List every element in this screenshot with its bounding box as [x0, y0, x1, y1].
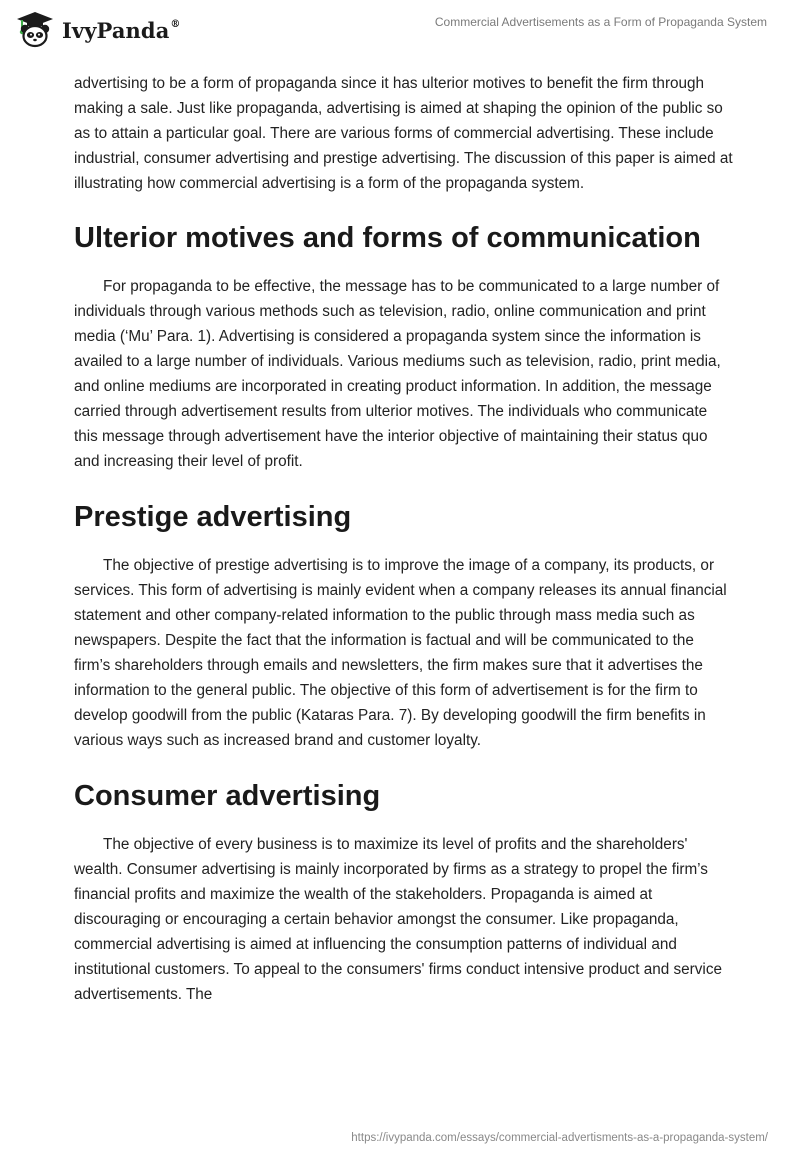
registered-mark: ® — [170, 18, 181, 30]
intro-paragraph: advertising to be a form of propaganda since it has ulterior motives to benefit the firm through making a sale. Just like propaganda, advertising is aimed at shaping the opinion of the public so as to attain a particular goal. There are various forms of commercial advertising. These include industrial, consumer advertising and prestige advertising. The discussion of this paper is aimed at illustrating how commercial advertising is a form of the propaganda system. — [74, 75, 733, 192]
logo-text: IvyPanda® — [62, 17, 181, 43]
section-heading-ulterior-motives: Ulterior motives and forms of communication — [74, 222, 701, 254]
essay-body — [74, 71, 734, 1007]
source-url[interactable]: https://ivypanda.com/essays/commercial-advertisments-as-a-propaganda-system/ — [351, 1132, 768, 1144]
section-paragraph-prestige-advertising: The objective of prestige advertising is to improve the image of a company, its products, or services. This form of advertising is mainly evident when a company releases its annual financial statement and other company-related information to the public through mass media such as newspapers. Despite the fact that the information is factual and will be communicated to the firm’s shareholders through emails and newsletters, the firm makes sure that it advertises the information to the general public. The objective of this form of advertisement is for the firm to develop goodwill from the public (Kataras Para. 7). By developing goodwill the firm benefits in various ways such as increased brand and customer loyalty. — [74, 557, 727, 749]
ivypanda-logo[interactable] — [14, 9, 181, 49]
panda-graduate-icon — [14, 9, 56, 49]
section-heading-consumer-advertising: Consumer advertising — [74, 780, 381, 812]
section-paragraph-ulterior-motives: For propaganda to be effective, the message has to be communicated to a large number of individuals through various methods such as television, radio, online communication and print media (‘Mu’ Para. 1). Advertising is considered a propaganda system since the information is availed to a large number of individuals. Various mediums such as television, radio, print media, and online mediums are incorporated in creating product information. In addition, the message carried through advertisement results from ulterior motives. The individuals who communicate this message through advertisement have the interior objective of maintaining their status quo and increasing their level of profit. — [74, 278, 721, 470]
document-title: Commercial Advertisements as a Form of Propaganda System — [434, 15, 767, 29]
section-heading-prestige-advertising: Prestige advertising — [74, 501, 352, 533]
section-paragraph-consumer-advertising: The objective of every business is to maximize its level of profits and the shareholders' wealth. Consumer advertising is mainly incorporated by firms as a strategy to propel the firm’s financial profits and maximize the wealth of the stakeholders. Propaganda is aimed at discouraging or encouraging a certain behavior amongst the consumer. Like propaganda, commercial advertising is aimed at influencing the consumption patterns of individual and institutional customers. To appeal to the consumers' firms conduct intensive product and service advertisements. The — [74, 836, 722, 1003]
page-header — [0, 0, 800, 60]
